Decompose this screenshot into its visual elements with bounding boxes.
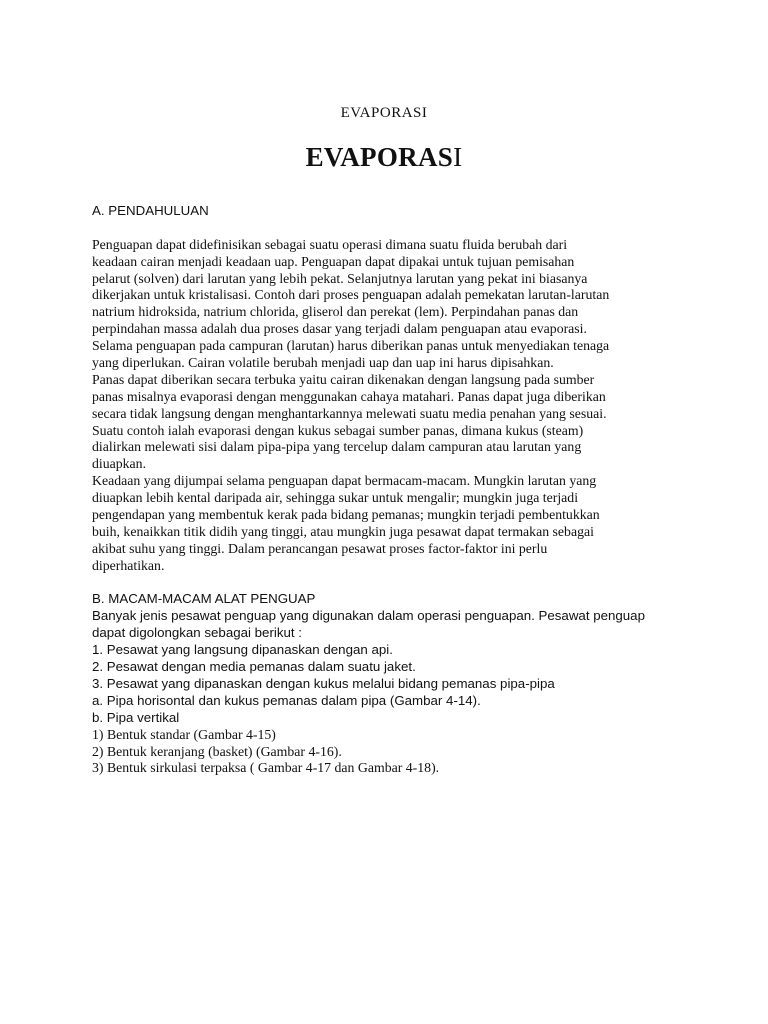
section-a-paragraph (92, 237, 692, 575)
document-title-main: EVAPORAS (305, 142, 454, 172)
paragraph-line: natrium hidroksida, natrium chlorida, gliserol dan perekat (lem). Perpindahan panas dan (92, 304, 579, 320)
paragraph-line: Selama penguapan pada campuran (larutan) harus diberikan panas untuk menyediakan tenaga (92, 338, 610, 354)
list-item: b. Pipa vertikal (92, 709, 180, 725)
list-item: 2) Bentuk keranjang (basket) (Gambar 4-16). (92, 743, 342, 759)
paragraph-line: dikerjakan untuk kristalisasi. Contoh dari proses penguapan adalah pemekatan larutan-larutan (92, 287, 610, 303)
list-line: Banyak jenis pesawat penguap yang digunakan dalam operasi penguapan. Pesawat penguap (92, 608, 645, 624)
paragraph-line: pelarut (solven) dari larutan yang lebih pekat. Selanjutnya larutan yang pekat ini biasanya (92, 270, 588, 286)
paragraph-line: secara tidak langsung dengan menghantarkannya melewati suatu media penahan yang sesuai. (92, 405, 607, 421)
paragraph-line: Suatu contoh ialah evaporasi dengan kukus sebagai sumber panas, dimana kukus (steam) (92, 422, 584, 438)
paragraph-line: Penguapan dapat didefinisikan sebagai suatu operasi dimana suatu fluida berubah dari (92, 236, 568, 252)
section-b-list (92, 608, 692, 777)
paragraph-line: diuapkan lebih kental daripada air, sehingga sukar untuk mengalir; mungkin juga terjadi (92, 490, 579, 506)
document-title (0, 142, 768, 173)
document-small-title: EVAPORASI (340, 105, 428, 121)
paragraph-line: yang diperlukan. Cairan volatile berubah menjadi uap dan uap ini harus dipisahkan. (92, 355, 554, 371)
blank-line (92, 220, 692, 237)
section-a-heading: A. PENDAHULUAN (92, 203, 209, 218)
paragraph-line: Keadaan yang dijumpai selama penguapan dapat bermacam-macam. Mungkin larutan yang (92, 473, 597, 489)
paragraph-line: Panas dapat diberikan secara terbuka yaitu cairan dikenakan dengan langsung pada sumber (92, 371, 595, 387)
paragraph-line: diperhatikan. (92, 557, 165, 573)
paragraph-line: buih, kenaikkan titik didih yang tinggi, atau mungkin juga pesawat dapat termakan sebagai (92, 523, 594, 539)
list-item: 2. Pesawat dengan media pemanas dalam suatu jaket. (92, 659, 416, 675)
document-title-suffix: I (453, 142, 463, 172)
section-b-heading: B. MACAM-MACAM ALAT PENGUAP (92, 591, 316, 607)
list-item: a. Pipa horisontal dan kukus pemanas dalam pipa (Gambar 4-14). (92, 692, 481, 708)
document-body (92, 203, 692, 777)
paragraph-line: akibat suhu yang tinggi. Dalam perancangan pesawat proses factor-faktor ini perlu (92, 540, 548, 556)
paragraph-line: panas misalnya evaporasi dengan menggunakan cahaya matahari. Panas dapat juga diberikan (92, 388, 606, 404)
paragraph-line: keadaan cairan menjadi keadaan uap. Penguapan dapat dipakai untuk tujuan pemisahan (92, 253, 575, 269)
paragraph-line: perpindahan massa adalah dua proses dasar yang terjadi dalam penguapan atau evaporasi. (92, 321, 587, 337)
list-item: 1) Bentuk standar (Gambar 4-15) (92, 726, 276, 742)
list-item: 3) Bentuk sirkulasi terpaksa ( Gambar 4-17 dan Gambar 4-18). (92, 760, 440, 776)
paragraph-line: dialirkan melewati sisi dalam pipa-pipa yang tercelup dalam campuran atau larutan yang (92, 439, 582, 455)
list-item: 1. Pesawat yang langsung dipanaskan dengan api. (92, 642, 393, 658)
paragraph-line: diuapkan. (92, 456, 147, 472)
paragraph-line: pengendapan yang membentuk kerak pada bidang pemanas; mungkin terjadi pembentukkan (92, 507, 600, 523)
list-item: 3. Pesawat yang dipanaskan dengan kukus melalui bidang pemanas pipa-pipa (92, 675, 555, 691)
list-line: dapat digolongkan sebagai berikut : (92, 625, 302, 641)
blank-line (92, 575, 692, 592)
